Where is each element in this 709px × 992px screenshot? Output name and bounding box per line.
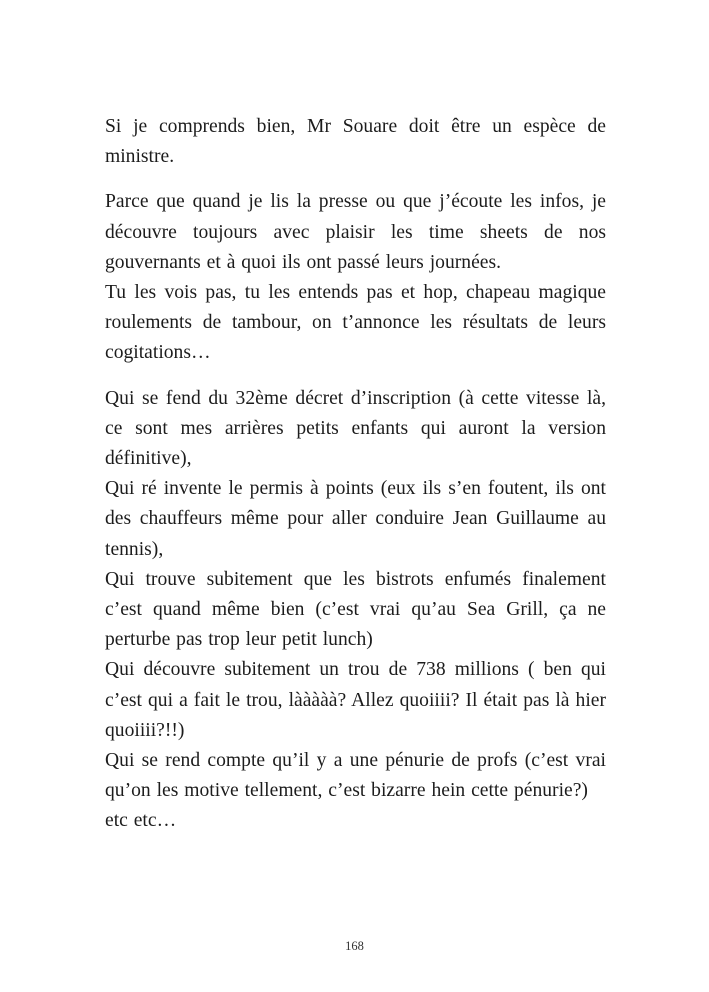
paragraph-intro: Si je comprends bien, Mr Souare doit être un espèce de ministre.	[105, 116, 606, 168]
page-number: 168	[345, 939, 364, 953]
paragraph-bistrots: Qui trouve subitement que les bistrots enfumés finalement c’est quand même bien (c’est vrai qu’au Sea Grill, ça ne perturbe pas trop leur petit lunch)	[105, 568, 606, 651]
paragraph-presse: Parce que quand je lis la presse ou que j’écoute les infos, je découvre toujours avec plaisir les time sheets de nos gouvernants et à quoi ils ont passé leurs journées.	[105, 191, 606, 273]
paragraph-penurie-profs: Qui se rend compte qu’il y a une pénurie de profs (c’est vrai qu’on les motive tellement, c’est bizarre hein cette pénurie?)	[105, 750, 606, 802]
paragraph-trou-738-millions: Qui découvre subitement un trou de 738 millions ( ben qui c’est qui a fait le trou, lààààà? Allez quoiiii? Il était pas là hier quoiiii?!!)	[105, 659, 606, 741]
paragraph-permis: Qui ré invente le permis à points (eux ils s’en foutent, ils ont des chauffeurs même pour aller conduire Jean Guillaume au tennis),	[105, 478, 606, 560]
paragraph-decret: Qui se fend du 32ème décret d’inscription (à cette vitesse là, ce sont mes arrières petits enfants qui auront la version définitive),	[105, 387, 606, 470]
paragraph-etc: etc etc…	[105, 810, 177, 832]
paragraph-chapeau-magique: Tu les vois pas, tu les entends pas et hop, chapeau magique roulements de tambour, on t’annonce les résultats de leurs cogitations…	[105, 282, 606, 364]
body-text	[105, 112, 606, 837]
